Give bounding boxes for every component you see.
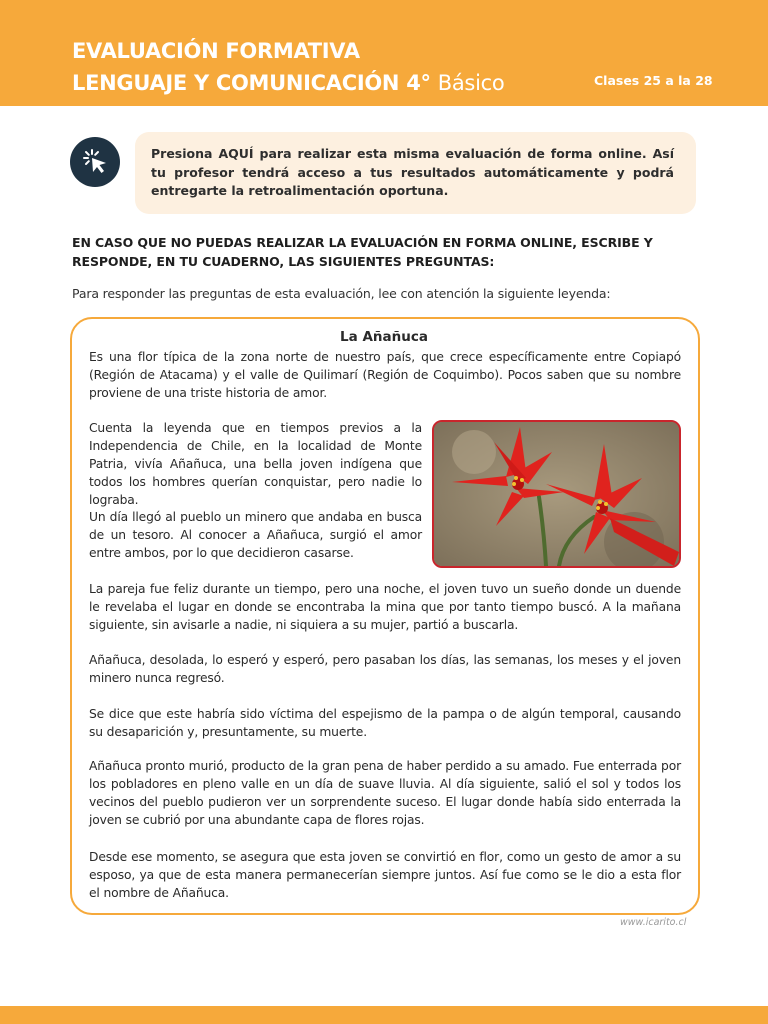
story-title: La Añañuca <box>340 329 428 345</box>
page-title-subject: LENGUAJE Y COMUNICACIÓN 4° <box>72 71 431 95</box>
story-paragraph: Cuenta la leyenda que en tiempos previos a la Independencia de Chile, en la localidad de Monte Patria, vivía Añañuca, una bella joven indígena que todos los hombres querían conquistar, pero nadie lo lograba. <box>89 421 422 507</box>
story-paragraph: Se dice que este habría sido víctima del espejismo de la pampa o de algún temporal, causando su desaparición y, presuntamente, su muerte. <box>89 707 681 739</box>
classes-label: Clases 25 a la 28 <box>594 73 713 88</box>
page-title-line2 <box>72 71 504 95</box>
story-paragraph: Añañuca pronto murió, producto de la gran pena de haber perdido a su amado. Fue enterrada por los pobladores en pleno valle en un día de suave lluvia. Al día siguiente, salió el sol y todos los vecinos del pueblo pudieron ver un sorprendente suceso. El lugar donde había sido enterrada la joven se cubrió por una abundante capa de flores rojas. <box>89 759 681 827</box>
online-notice-link[interactable]: Presiona AQUÍ para realizar esta misma evaluación de forma online. Así tu profesor tendrá acceso a tus resultados automáticamente y podrá entregarte la retroalimentación oportuna. <box>135 132 696 214</box>
cursor-click-icon[interactable] <box>70 137 120 187</box>
story-paragraph: Un día llegó al pueblo un minero que andaba en busca de un tesoro. Al conocer a Añañuca, surgió el amor entre ambos, por lo que decidieron casarse. <box>89 510 422 560</box>
page-title-grade: Básico <box>437 71 505 95</box>
story-paragraph: Es una flor típica de la zona norte de nuestro país, que crece específicamente entre Copiapó (Región de Atacama) y el valle de Quilimarí (Región de Coquimbo). Pocos saben que su nombre proviene de una triste historia de amor. <box>89 350 681 400</box>
instructions-heading: EN CASO QUE NO PUEDAS REALIZAR LA EVALUACIÓN EN FORMA ONLINE, ESCRIBE Y RESPONDE, EN TU CUADERNO, LAS SIGUIENTES PREGUNTAS: <box>72 235 653 269</box>
story-paragraph: La pareja fue feliz durante un tiempo, pero una noche, el joven tuvo un sueño donde un duende le revelaba el lugar en donde se encontraba la mina que por tanto tiempo buscó. A la mañana siguiente, sin avisarle a nadie, ni siquiera a su mujer, partió a buscarla. <box>89 582 681 632</box>
story-paragraph: Añañuca, desolada, lo esperó y esperó, pero pasaban los días, las semanas, los meses y el joven minero nunca regresó. <box>89 653 681 685</box>
page-title-line1: EVALUACIÓN FORMATIVA <box>72 39 360 63</box>
story-paragraph: Desde ese momento, se asegura que esta joven se convirtió en flor, como un gesto de amor a su esposo, ya que de esta manera permanecerían siempre juntos. Así fue como se le dio a esta flor el nombre de Añañuca. <box>89 850 681 900</box>
anauca-flower-photo <box>432 420 681 568</box>
footer-band <box>0 1006 768 1024</box>
source-credit: www.icarito.cl <box>620 917 687 928</box>
intro-text: Para responder las preguntas de esta evaluación, lee con atención la siguiente leyenda: <box>72 286 611 301</box>
